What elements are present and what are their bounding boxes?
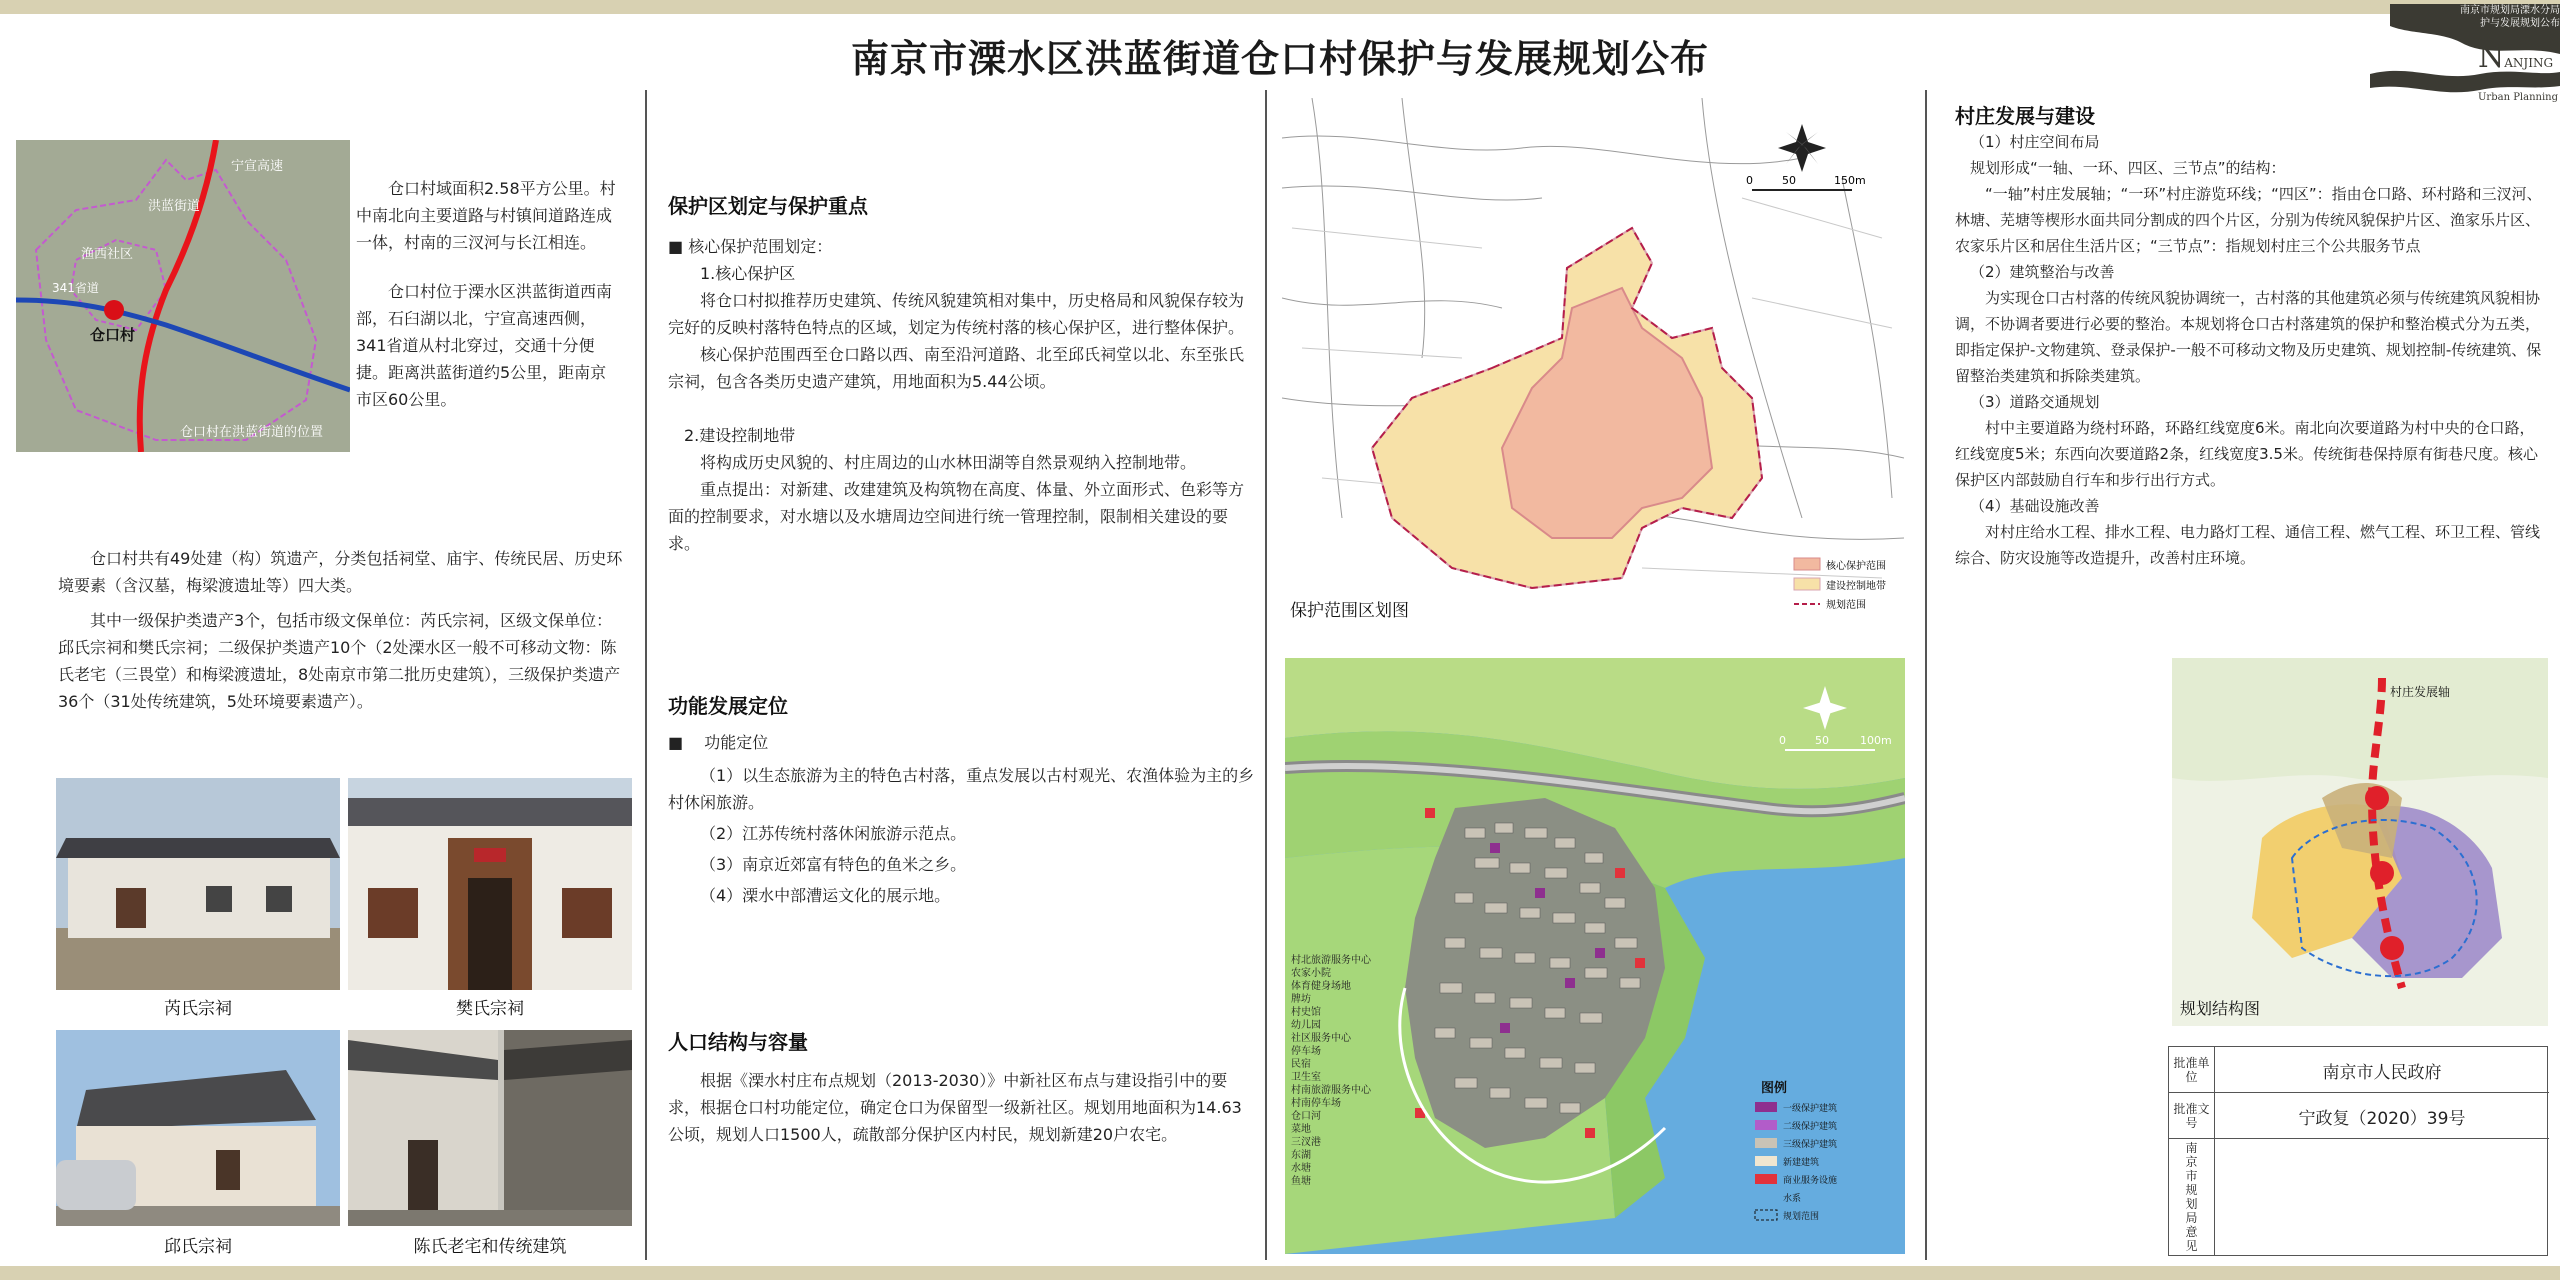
dev-p1: 规划形成“一轴、一环、四区、三节点”的结构： bbox=[1970, 159, 2286, 177]
map1-scale-0: 0 bbox=[1746, 174, 1753, 187]
bullet-square-icon: ■ bbox=[668, 733, 689, 752]
bullet-square-icon: ■ bbox=[668, 237, 689, 256]
map-label-expressway: 宁宣高速 bbox=[231, 159, 284, 174]
map2-scale-50: 50 bbox=[1815, 734, 1829, 747]
map2-scale-0: 0 bbox=[1779, 734, 1786, 747]
function-item-2: （2）江苏传统村落休闲旅游示范点。 bbox=[700, 824, 967, 843]
function-bullet: 功能定位 bbox=[704, 733, 769, 752]
site-8: 停车场 bbox=[1291, 1046, 1321, 1057]
approval-row-1 bbox=[2169, 1047, 2549, 1093]
protection-p4: 重点提出：对新建、改建建筑及构筑物在高度、体量、外立面形式、色彩等方面的控制要求，对水塘以及水塘周边空间进行统一管理控制，限制相关建设的要求。 bbox=[668, 480, 1245, 553]
logo-line1: ANJING bbox=[2504, 56, 2554, 70]
site-12: 村南停车场 bbox=[1291, 1098, 1341, 1109]
function-item-1: （1）以生态旅游为主的特色古村落，重点发展以古村观光、农渔体验为主的乡村休闲旅游。 bbox=[668, 766, 1255, 812]
map1-legend-core: 核心保护范围 bbox=[1826, 561, 1886, 572]
location-map-graphic bbox=[16, 140, 350, 452]
protection-p2: 核心保护范围西至仓口路以西、南至沿河道路、北至邱氏祠堂以北、东至张氏宗祠，包含各类历史遗产建筑，用地面积为5.44公顷。 bbox=[668, 345, 1245, 391]
approval-table bbox=[2168, 1046, 2548, 1256]
photo-rui-ancestral-hall bbox=[56, 778, 340, 990]
site-1: 村北旅游服务中心 bbox=[1291, 955, 1371, 966]
structure-map-caption: 规划结构图 bbox=[2180, 999, 2261, 1018]
intro-paragraph-2: 仓口村位于溧水区洪蓝街道西南部，石臼湖以北，宁宣高速西侧，341省道从村北穿过，交通十分便捷。距离洪蓝街道约5公里，距南京市区60公里。 bbox=[356, 282, 613, 409]
map2-legend-7: 规划范围 bbox=[1783, 1212, 1820, 1222]
location-map bbox=[16, 140, 350, 452]
dev-sub2: （2）建筑整治与改善 bbox=[1970, 263, 2115, 281]
site-15: 三汊港 bbox=[1291, 1137, 1321, 1148]
approval-value-2: 宁政复（2020）39号 bbox=[2298, 1108, 2466, 1129]
logo-line2: Urban Planning bbox=[2478, 92, 2558, 103]
site-4: 牌坊 bbox=[1291, 994, 1311, 1005]
map1-scale-50: 50 bbox=[1782, 174, 1796, 187]
dev-sub1: （1）村庄空间布局 bbox=[1970, 133, 2100, 151]
site-2: 农家小院 bbox=[1291, 968, 1331, 979]
logo-top-text-1: 南京市规划局溧水分局 bbox=[2460, 5, 2560, 16]
dev-p3: 为实现仓口古村落的传统风貌协调统一，古村落的其他建筑必须与传统建筑风貌相协调，不协调者要进行必要的整治。本规划将仓口古村落建筑的保护和整治模式分为五类，即指定保护-文物建筑、登录保护-一般不可移动文物及历史建筑、规划控制-传统建筑、保留整治类建筑和拆除类建筑。 bbox=[1955, 289, 2542, 385]
detailed-planning-map bbox=[1285, 658, 1905, 1254]
protection-sub2: 2.建设控制地带 bbox=[684, 426, 796, 445]
photo-caption-4: 陈氏老宅和传统建筑 bbox=[413, 1237, 567, 1257]
bottom-band bbox=[0, 1266, 2560, 1280]
protection-sub1: 1.核心保护区 bbox=[700, 264, 796, 283]
map2-legend-4: 新建建筑 bbox=[1783, 1158, 1820, 1168]
protection-bullet: 核心保护范围划定： bbox=[688, 237, 833, 256]
site-7: 社区服务中心 bbox=[1291, 1033, 1351, 1044]
dev-p5: 对村庄给水工程、排水工程、电力路灯工程、通信工程、燃气工程、环卫工程、管线综合、防灾设施等改造提升，改善村庄环境。 bbox=[1955, 523, 2541, 567]
map2-legend-5: 商业服务设施 bbox=[1783, 1176, 1838, 1186]
site-5: 村史馆 bbox=[1291, 1007, 1321, 1018]
logo-initial: N bbox=[2478, 40, 2505, 75]
function-item-3: （3）南京近郊富有特色的鱼米之乡。 bbox=[700, 855, 967, 874]
dev-sub3: （3）道路交通规划 bbox=[1970, 393, 2100, 411]
photo-caption-1: 芮氏宗祠 bbox=[164, 999, 232, 1019]
site-6: 幼儿园 bbox=[1291, 1020, 1321, 1031]
dev-p2: “一轴”村庄发展轴；“一环”村庄游览环线；“四区”：指由仓口路、环村路和三汊河、林塘、芜塘等楔形水面共同分割成的四个片区，分别为传统风貌保护片区、渔家乐片区、农家乐片区和居住生活片区；“三节点”：指规划村庄三个公共服务节点 bbox=[1955, 185, 2542, 255]
map2-legend-3: 三级保护建筑 bbox=[1783, 1140, 1838, 1150]
structure-axis-label: 村庄发展轴 bbox=[2390, 685, 2451, 699]
logo-top-text-2: 护与发展规划公布 bbox=[2480, 18, 2560, 29]
map2-legend-1: 一级保护建筑 bbox=[1783, 1104, 1838, 1114]
site-17: 水塘 bbox=[1291, 1163, 1311, 1174]
approval-label-1: 批准单位 bbox=[2169, 1047, 2215, 1093]
page-title: 南京市溧水区洪蓝街道仓口村保护与发展规划公布 bbox=[850, 37, 1709, 81]
photo-caption-2: 樊氏宗祠 bbox=[456, 999, 524, 1019]
map-label-street: 洪蓝街道 bbox=[148, 199, 201, 214]
photo-caption-3: 邱氏宗祠 bbox=[164, 1237, 232, 1257]
population-p1: 根据《溧水村庄布点规划（2013-2030）》中新社区布点与建设指引中的要求，根据仓口村功能定位，确定仓口为保留型一级新社区。规划用地面积为14.63公顷，规划人口1500人，疏散部分保护区内村民，规划新建20户农宅。 bbox=[668, 1071, 1242, 1144]
approval-row-2 bbox=[2169, 1093, 2549, 1139]
heritage-paragraph-1: 仓口村共有49处建（构）筑遗产，分类包括祠堂、庙宇、传统民居、历史环境要素（含汉墓，梅梁渡遗址等）四大类。 bbox=[58, 549, 623, 595]
map1-legend-boundary: 规划范围 bbox=[1826, 600, 1866, 611]
dev-sub4: （4）基础设施改善 bbox=[1970, 497, 2100, 515]
approval-label-3: 南京市规划局意见 bbox=[2169, 1139, 2215, 1255]
site-9: 民宿 bbox=[1291, 1059, 1311, 1070]
map2-legend-title: 图例 bbox=[1761, 1081, 1788, 1096]
map1-caption: 保护范围区划图 bbox=[1290, 601, 1409, 621]
photo-chen-old-house bbox=[348, 1030, 632, 1226]
section-population-heading: 人口结构与容量 bbox=[668, 1030, 808, 1054]
map-label-community: 渔西社区 bbox=[81, 247, 134, 262]
section-protection-heading: 保护区划定与保护重点 bbox=[668, 194, 868, 218]
map-label-position: 仓口村在洪蓝街道的位置 bbox=[180, 425, 324, 440]
section-development bbox=[1955, 100, 2545, 571]
photo-fan-ancestral-hall bbox=[348, 778, 632, 990]
map2-legend-6: 水系 bbox=[1783, 1194, 1802, 1204]
section-protection bbox=[668, 190, 1256, 557]
column-divider-2 bbox=[1265, 90, 1267, 1260]
site-10: 卫生室 bbox=[1291, 1072, 1321, 1083]
function-item-4: （4）溧水中部漕运文化的展示地。 bbox=[700, 886, 951, 905]
top-band bbox=[0, 0, 2560, 14]
approval-row-3 bbox=[2169, 1139, 2549, 1255]
column-divider-3 bbox=[1925, 90, 1927, 1260]
protection-p3: 将构成历史风貌的、村庄周边的山水林田湖等自然景观纳入控制地带。 bbox=[700, 453, 1197, 472]
heritage-overview bbox=[58, 545, 628, 715]
section-function-heading: 功能发展定位 bbox=[668, 694, 788, 718]
section-population bbox=[668, 1026, 1256, 1148]
protection-zoning-map bbox=[1282, 98, 1904, 628]
village-intro bbox=[356, 175, 618, 413]
map2-scale-100: 100m bbox=[1860, 734, 1892, 747]
site-14: 菜地 bbox=[1291, 1124, 1311, 1135]
site-16: 东湖 bbox=[1291, 1150, 1311, 1161]
protection-p1: 将仓口村拟推荐历史建筑、传统风貌建筑相对集中，历史格局和风貌保存较为完好的反映村落特色特点的区域，划定为传统村落的核心保护区，进行整体保护。 bbox=[668, 291, 1245, 337]
structure-map bbox=[2172, 658, 2548, 1026]
map1-scale-150: 150m bbox=[1834, 174, 1866, 187]
heritage-paragraph-2: 其中一级保护类遗产3个，包括市级文保单位：芮氏宗祠，区级文保单位：邱氏宗祠和樊氏宗祠；二级保护类遗产10个（2处溧水区一般不可移动文物：陈氏老宅（三畏堂）和梅梁渡遗址，8处南京市第二批历史建筑），三级保护类遗产36个（31处传统建筑，5处环境要素遗产）。 bbox=[58, 611, 621, 711]
map1-legend-control: 建设控制地带 bbox=[1826, 581, 1886, 592]
site-18: 鱼塘 bbox=[1291, 1176, 1311, 1187]
site-11: 村南旅游服务中心 bbox=[1291, 1085, 1371, 1096]
map2-legend-2: 二级保护建筑 bbox=[1783, 1122, 1838, 1132]
approval-label-2: 批准文号 bbox=[2169, 1093, 2215, 1139]
column-divider-1 bbox=[645, 90, 647, 1260]
photo-qiu-ancestral-hall bbox=[56, 1030, 340, 1226]
map-label-village: 仓口村 bbox=[90, 326, 136, 344]
section-function bbox=[668, 690, 1256, 909]
dev-p4: 村中主要道路为绕村环路，环路红线宽度6米。南北向次要道路为村中央的仓口路，红线宽度5米；东西向次要道路2条，红线宽度3.5米。传统街巷保持原有街巷尺度。核心保护区内部鼓励自行车和步行出行方式。 bbox=[1955, 419, 2538, 489]
site-3: 体育健身场地 bbox=[1291, 981, 1351, 992]
intro-paragraph-1: 仓口村域面积2.58平方公里。村中南北向主要道路与村镇间道路连成一体，村南的三汊河与长江相连。 bbox=[356, 179, 616, 252]
map-label-road: 341省道 bbox=[52, 281, 99, 295]
site-13: 仓口河 bbox=[1291, 1111, 1321, 1122]
approval-value-1: 南京市人民政府 bbox=[2322, 1062, 2442, 1083]
section-development-heading: 村庄发展与建设 bbox=[1955, 104, 2095, 128]
